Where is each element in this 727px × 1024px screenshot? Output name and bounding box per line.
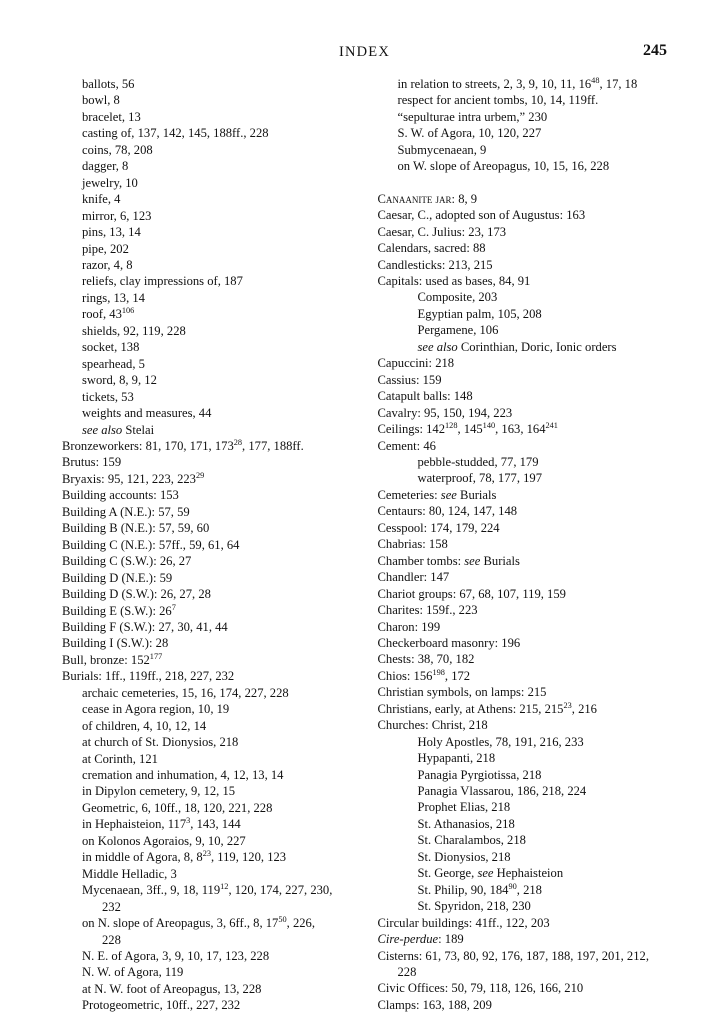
index-entry: casting of, 137, 142, 145, 188ff., 228 — [82, 126, 269, 141]
index-entry: Building B (N.E.): 57, 59, 60 — [62, 521, 210, 536]
index-entry: Calendars, sacred: 88 — [377, 241, 486, 256]
index-entry: bracelet, 13 — [82, 109, 141, 124]
index-entry: Geometric, 6, 10ff., 18, 120, 221, 228 — [82, 800, 273, 815]
index-entry: Circular buildings: 41ff., 122, 203 — [377, 915, 550, 930]
index-entry: roof, $43^{106}$ — [82, 306, 135, 322]
index-entry: Bull, bronze: $152^{177}$ — [62, 651, 163, 667]
index-entry: St. Athanasios, 218 — [417, 816, 515, 831]
entry-spacer — [378, 175, 668, 191]
index-entry: in Hephaisteion, $117^3$, 143, 144 — [82, 816, 241, 832]
index-entry: Building D (N.E.): 59 — [62, 570, 173, 585]
index-entry: shields, 92, 119, 228 — [82, 323, 186, 338]
index-entry: knife, 4 — [82, 192, 121, 207]
index-entry: waterproof, 78, 177, 197 — [417, 471, 543, 486]
index-entry: Building C (S.W.): 26, 27 — [62, 554, 192, 569]
index-entry: rings, 13, 14 — [82, 290, 145, 305]
page-title: INDEX — [338, 44, 391, 60]
index-columns — [62, 76, 667, 1014]
index-entry: Cement: 46 — [377, 438, 436, 453]
index-entry: Composite, 203 — [417, 290, 498, 305]
index-entry: Building A (N.E.): 57, 59 — [62, 504, 190, 519]
page-header — [62, 44, 667, 64]
index-entry: weights and measures, 44 — [82, 406, 212, 421]
index-entry: Burials: 1ff., 119ff., 218, 227, 232 — [62, 669, 235, 684]
index-entry: Middle Helladic, 3 — [82, 866, 177, 881]
index-entry: Cavalry: 95, 150, 194, 223 — [377, 405, 513, 420]
index-entry: 232 — [102, 899, 121, 914]
index-entry: St. Spyridon, 218, 230 — [417, 899, 531, 914]
index-entry: Panagia Pyrgiotissa, 218 — [417, 767, 542, 782]
index-entry: Charon: 199 — [377, 619, 441, 634]
index-entry: 228 — [102, 932, 121, 947]
index-entry: Capitals: used as bases, 84, 91 — [377, 273, 531, 288]
index-entry: see also Corinthian, Doric, Ionic orders — [417, 339, 617, 354]
index-entry: Christian symbols, on lamps: 215 — [377, 685, 547, 700]
index-entry: Hypapanti, 218 — [417, 751, 496, 766]
index-entry: Checkerboard masonry: 196 — [377, 635, 521, 650]
index-entry: Cesspool: 174, 179, 224 — [377, 520, 500, 535]
left-column — [62, 76, 352, 1014]
index-entry: of children, 4, 10, 12, 14 — [82, 718, 207, 733]
index-entry: Building C (N.E.): 57ff., 59, 61, 64 — [62, 537, 240, 552]
index-entry: bowl, 8 — [82, 93, 120, 108]
index-entry: Clamps: 163, 188, 209 — [377, 997, 492, 1012]
index-entry: “sepulturae intra urbem,” 230 — [397, 109, 548, 124]
index-entry: Mycenaean, 3ff., 9, 18, $119^{12}$, 120, 174, 227, 230, — [82, 882, 333, 898]
index-entry: at church of St. Dionysios, 218 — [82, 735, 239, 750]
index-entry: Chabrias: 158 — [377, 537, 448, 552]
index-entry: coins, 78, 208 — [82, 142, 153, 157]
index-entry: pipe, 202 — [82, 241, 129, 256]
index-entry: Ceilings: $142^{128}$, $145^{140}$, 163, $164^{241}$ — [377, 420, 558, 437]
index-entry: jewelry, 10 — [82, 175, 138, 190]
index-entry: N. E. of Agora, 3, 9, 10, 17, 123, 228 — [82, 949, 270, 964]
index-entry: St. Philip, 90, $184^{90}$, 218 — [417, 881, 542, 897]
index-entry: Building I (S.W.): 28 — [62, 636, 169, 651]
index-entry: Canaanite jar: 8, 9 — [377, 191, 478, 206]
index-entry: Building D (S.W.): 26, 27, 28 — [62, 587, 211, 602]
index-entry: Cemeteries: see Burials — [377, 487, 497, 502]
index-entry: spearhead, 5 — [82, 356, 145, 371]
index-entry: Caesar, C. Julius: 23, 173 — [377, 224, 507, 239]
index-entry: N. W. of Agora, 119 — [82, 965, 184, 980]
index-entry: Catapult balls: 148 — [377, 389, 473, 404]
index-entry: in Dipylon cemetery, 9, 12, 15 — [82, 784, 236, 799]
index-entry: socket, 138 — [82, 340, 140, 355]
index-entry: cease in Agora region, 10, 19 — [82, 702, 230, 717]
index-entry: Submycenaean, 9 — [397, 142, 487, 157]
index-entry: Christians, early, at Athens: 215, $215^{23}$, 216 — [377, 700, 597, 716]
page-number: 245 — [643, 42, 667, 59]
index-entry: at N. W. foot of Areopagus, 13, 228 — [82, 981, 262, 996]
index-entry: cremation and inhumation, 4, 12, 13, 14 — [82, 768, 284, 783]
index-entry: St. George, see Hephaisteion — [417, 866, 564, 881]
index-entry: Civic Offices: 50, 79, 118, 126, 166, 210 — [377, 981, 584, 996]
index-entry: Holy Apostles, 78, 191, 216, 233 — [417, 734, 584, 749]
index-entry: 228 — [397, 965, 417, 980]
index-entry: Brutus: 159 — [62, 455, 122, 470]
index-entry: Panagia Vlassarou, 186, 218, 224 — [417, 784, 587, 799]
index-entry: tickets, 53 — [82, 389, 134, 404]
index-entry: Chamber tombs: see Burials — [377, 553, 520, 568]
index-entry: Centaurs: 80, 124, 147, 148 — [377, 504, 518, 519]
index-entry: Chests: 38, 70, 182 — [377, 652, 475, 667]
index-entry: Egyptian palm, 105, 208 — [417, 306, 542, 321]
index-entry: pebble-studded, 77, 179 — [417, 454, 539, 469]
index-entry: Churches: Christ, 218 — [377, 718, 488, 733]
index-entry: Prophet Elias, 218 — [417, 800, 511, 815]
right-column — [378, 76, 668, 1014]
index-entry: Chariot groups: 67, 68, 107, 119, 159 — [377, 586, 566, 601]
index-entry: Protogeometric, 10ff., 227, 232 — [82, 998, 241, 1013]
index-entry: see also Stelai — [82, 422, 155, 437]
index-entry: Chandler: 147 — [377, 570, 450, 585]
index-entry: Bryaxis: 95, 121, 223, $223^{29}$ — [62, 470, 205, 486]
index-entry: Capuccini: 218 — [377, 356, 455, 371]
index-entry: archaic cemeteries, 15, 16, 174, 227, 228 — [82, 685, 289, 700]
index-entry: S. W. of Agora, 10, 120, 227 — [397, 126, 542, 141]
index-entry: Cire-perdue: 189 — [377, 932, 464, 947]
index-entry: Pergamene, 106 — [417, 323, 499, 338]
index-entry: Building accounts: 153 — [62, 488, 179, 503]
index-entry: Cisterns: 61, 73, 80, 92, 176, 187, 188, 197, 201, 212, — [377, 948, 649, 963]
index-entry: Caesar, C., adopted son of Augustus: 163 — [377, 208, 586, 223]
index-entry: St. Charalambos, 218 — [417, 833, 526, 848]
index-entry: on N. slope of Areopagus, 3, 6ff., 8, $17^{50}$, 226, — [82, 914, 315, 931]
index-entry: Chios: $156^{198}$, 172 — [377, 667, 471, 683]
index-entry: in middle of Agora, 8, $8^{23}$, 119, 120, 123 — [82, 849, 287, 865]
index-entry: ballots, 56 — [82, 77, 135, 91]
index-entry: on W. slope of Areopagus, 10, 15, 16, 228 — [397, 159, 610, 174]
index-entry: reliefs, clay impressions of, 187 — [82, 274, 243, 289]
index-entry: sword, 8, 9, 12 — [82, 373, 157, 388]
index-entry: on Kolonos Agoraios, 9, 10, 227 — [82, 833, 246, 848]
index-entry: razor, 4, 8 — [82, 257, 133, 272]
index-entry: respect for ancient tombs, 10, 14, 119ff. — [397, 93, 599, 108]
index-entry: Charites: 159f., 223 — [377, 603, 478, 618]
index-entry: Bronzeworkers: 81, 170, 171, $173^{28}$, 177, 188ff. — [62, 437, 304, 453]
index-entry: at Corinth, 121 — [82, 751, 158, 766]
index-entry: St. Dionysios, 218 — [417, 849, 511, 864]
index-entry: Building E (S.W.): $26^7$ — [62, 602, 176, 618]
index-entry: pins, 13, 14 — [82, 225, 141, 240]
index-entry: dagger, 8 — [82, 159, 129, 174]
index-entry: Building F (S.W.): 27, 30, 41, 44 — [62, 619, 228, 634]
index-entry: in relation to streets, 2, 3, 9, 10, 11, $16^{48}$, 17, 18 — [397, 75, 638, 91]
index-entry: Candlesticks: 213, 215 — [377, 257, 493, 272]
index-entry: mirror, 6, 123 — [82, 208, 152, 223]
index-entry: Cassius: 159 — [377, 372, 442, 387]
